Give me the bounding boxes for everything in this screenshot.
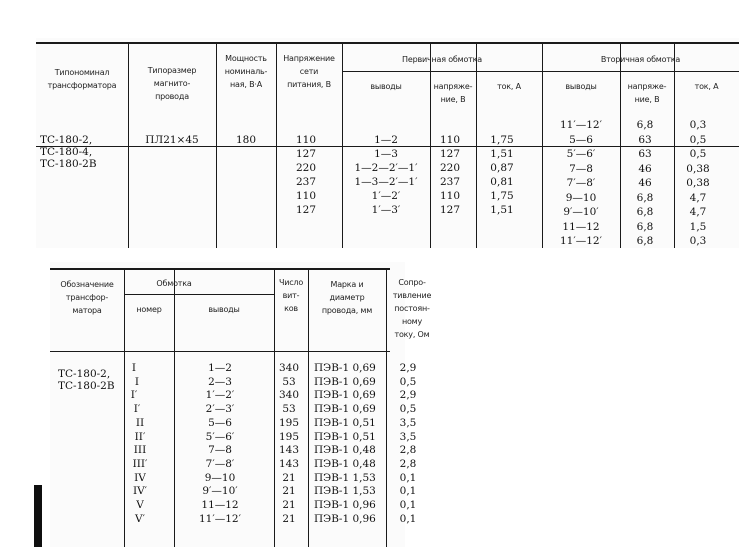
secondary-voltage: 6,8 [636,235,654,247]
winding-number: I [131,362,137,374]
winding-turns: 21 [282,471,296,484]
primary-current: 1,75 [490,134,514,146]
winding-turns: 21 [282,512,296,525]
secondary-terminals: 11′—12′ [560,235,602,247]
primary-current: 1,51 [490,148,514,160]
secondary-terminals: 9—10 [565,191,597,204]
core-size: ПЛ21×45 [145,134,199,146]
rule-line [36,146,739,147]
winding-terminals: 7′—8′ [205,457,235,470]
primary-terminals: 1—3 [374,148,398,160]
winding-number: V′ [135,512,145,525]
transformer-specs-table [36,38,739,248]
header-secondary-terminals: выводы [565,82,597,91]
winding-turns: 21 [282,499,296,511]
secondary-voltage: 6,8 [636,119,654,131]
winding-turns: 53 [282,375,296,388]
header-type: Типономинал трансформатора [47,68,117,90]
secondary-current: 0,38 [686,162,710,175]
winding-terminals: 7—8 [208,444,232,457]
winding-number: IV [134,471,146,484]
rule-line [342,43,343,248]
header-designation: Обозначение трансфор- матора [60,280,114,315]
header-power: Мощность номиналь- ная, В·А [224,54,268,89]
winding-terminals: 5′—6′ [205,430,235,443]
winding-terminals: 1′—2′ [205,389,235,402]
winding-number: I′ [130,389,138,402]
header-number: номер [136,305,162,314]
primary-current: 0,81 [490,176,514,188]
winding-turns: 340 [278,389,300,402]
secondary-current: 0,3 [689,119,707,131]
primary-mains-voltage: 220 [295,162,317,174]
header-resistance: Сопро- тивление постоян- ному току, Ом [392,278,432,339]
winding-wire: ПЭВ-1 0,69 [314,362,376,374]
power-value: 180 [235,134,257,146]
primary-terminals: 1′—3′ [371,204,401,216]
type-names: ТС-180-2, ТС-180-4, ТС-180-2В [40,134,97,170]
secondary-terminals: 9′—10′ [563,206,599,218]
winding-number: II′ [134,430,146,443]
primary-current: 1,75 [490,190,514,202]
winding-wire: ПЭВ-1 1,53 [314,485,376,498]
secondary-current: 0,38 [686,177,710,189]
type-names-2: ТС-180-2, ТС-180-2В [58,368,115,392]
winding-number: III [133,444,147,457]
rule-line [342,71,739,72]
secondary-current: 4,7 [689,191,707,204]
secondary-terminals: 7—8 [569,162,593,175]
winding-number: I′ [133,403,141,416]
winding-number: III′ [132,457,148,470]
winding-wire: ПЭВ-1 0,48 [314,457,376,470]
secondary-terminals: 11—12 [562,220,600,233]
primary-voltage: 110 [439,134,461,146]
primary-mains-voltage: 237 [295,176,317,188]
winding-wire: ПЭВ-1 1,53 [314,471,376,484]
secondary-voltage: 6,8 [636,220,654,233]
winding-wire: ПЭВ-1 0,48 [314,444,376,457]
secondary-terminals: 5—6 [569,133,593,146]
rule-line [50,268,390,270]
primary-voltage: 127 [439,148,461,160]
winding-resistance: 2,8 [399,457,417,470]
header-primary-terminals: выводы [370,82,402,91]
secondary-voltage: 6,8 [636,206,654,218]
winding-wire: ПЭВ-1 0,69 [314,389,376,402]
winding-wire: ПЭВ-1 0,69 [314,403,376,416]
primary-current: 1,51 [490,204,514,216]
winding-turns: 195 [278,416,300,429]
winding-wire: ПЭВ-1 0,96 [314,512,376,525]
rule-line [430,43,431,248]
header-core: Типоразмер магнито- провода [147,66,197,101]
winding-resistance: 2,8 [399,444,417,457]
winding-resistance: 0,1 [399,485,417,498]
rule-line [124,294,274,295]
winding-terminals: 5—6 [208,416,232,429]
winding-resistance: 0,1 [399,512,417,525]
winding-terminals: 11—12 [201,499,239,511]
winding-resistance: 0,5 [399,375,417,388]
secondary-current: 0,3 [689,235,707,247]
winding-turns: 143 [278,444,300,457]
rule-line [476,43,477,248]
secondary-voltage: 63 [638,133,652,146]
header-secondary-current: ток, А [694,82,719,91]
header-primary-voltage: напряже- ние, В [433,82,473,104]
winding-turns: 143 [278,457,300,470]
winding-terminals: 11′—12′ [199,512,241,525]
primary-terminals: 1—3—2′—1′ [354,176,418,188]
primary-voltage: 110 [439,190,461,202]
header-wire: Марка и диаметр провода, мм [321,280,373,315]
secondary-terminals: 7′—8′ [566,177,596,189]
winding-data-table [50,262,432,547]
primary-current: 0,87 [490,162,514,174]
primary-mains-voltage: 127 [295,204,317,216]
rule-line [542,43,543,248]
winding-turns: 21 [282,485,296,498]
winding-turns: 195 [278,430,300,443]
winding-terminals: 9′—10′ [202,485,238,498]
winding-resistance: 2,9 [399,362,417,374]
secondary-voltage: 46 [638,177,652,189]
rule-line [620,43,621,248]
primary-voltage: 127 [439,204,461,216]
winding-wire: ПЭВ-1 0,69 [314,375,376,388]
header-primary: Первичная обмотка [402,55,482,64]
winding-turns: 340 [278,362,300,374]
secondary-terminals: 11′—12′ [560,119,602,131]
secondary-terminals: 5′—6′ [566,148,596,160]
header-primary-current: ток, А [497,82,521,91]
primary-voltage: 220 [439,162,461,174]
secondary-current: 0,5 [689,148,707,160]
primary-mains-voltage: 110 [295,134,317,146]
winding-resistance: 0,5 [399,403,417,416]
header-secondary: Вторичная обмотка [600,55,681,64]
rule-line [36,42,739,44]
scan-artifact-bar [34,485,42,547]
winding-resistance: 0,1 [399,471,417,484]
secondary-current: 4,7 [689,206,707,218]
header-terminals: выводы [208,305,240,314]
winding-terminals: 9—10 [204,471,236,484]
secondary-voltage: 46 [638,162,652,175]
winding-wire: ПЭВ-1 0,51 [314,430,376,443]
winding-resistance: 3,5 [399,416,417,429]
primary-terminals: 1—2 [374,134,398,146]
secondary-voltage: 63 [638,148,652,160]
primary-mains-voltage: 110 [295,190,317,202]
winding-resistance: 2,9 [399,389,417,402]
winding-number: II [135,416,145,429]
header-mains-voltage: Напряжение сети питания, В [283,54,335,89]
primary-terminals: 1′—2′ [371,190,401,202]
winding-number: I [134,375,140,388]
header-turns: Число вит- ков [278,278,304,313]
winding-terminals: 1—2 [208,362,232,374]
primary-mains-voltage: 127 [295,148,317,160]
scan-margin [0,490,50,547]
primary-voltage: 237 [439,176,461,188]
header-secondary-voltage: напряже- ние, В [627,82,667,104]
rule-line [674,43,675,248]
winding-terminals: 2′—3′ [205,403,235,416]
winding-resistance: 3,5 [399,430,417,443]
secondary-current: 0,5 [689,133,707,146]
winding-wire: ПЭВ-1 0,96 [314,499,376,511]
primary-terminals: 1—2—2′—1′ [354,162,418,174]
header-winding: Обмотка [156,279,192,288]
winding-turns: 53 [282,403,296,416]
winding-resistance: 0,1 [399,499,417,511]
secondary-current: 1,5 [689,220,707,233]
rule-line [50,351,390,352]
winding-wire: ПЭВ-1 0,51 [314,416,376,429]
winding-number: IV′ [132,485,148,498]
secondary-voltage: 6,8 [636,191,654,204]
winding-terminals: 2—3 [208,375,232,388]
winding-number: V [136,499,144,511]
